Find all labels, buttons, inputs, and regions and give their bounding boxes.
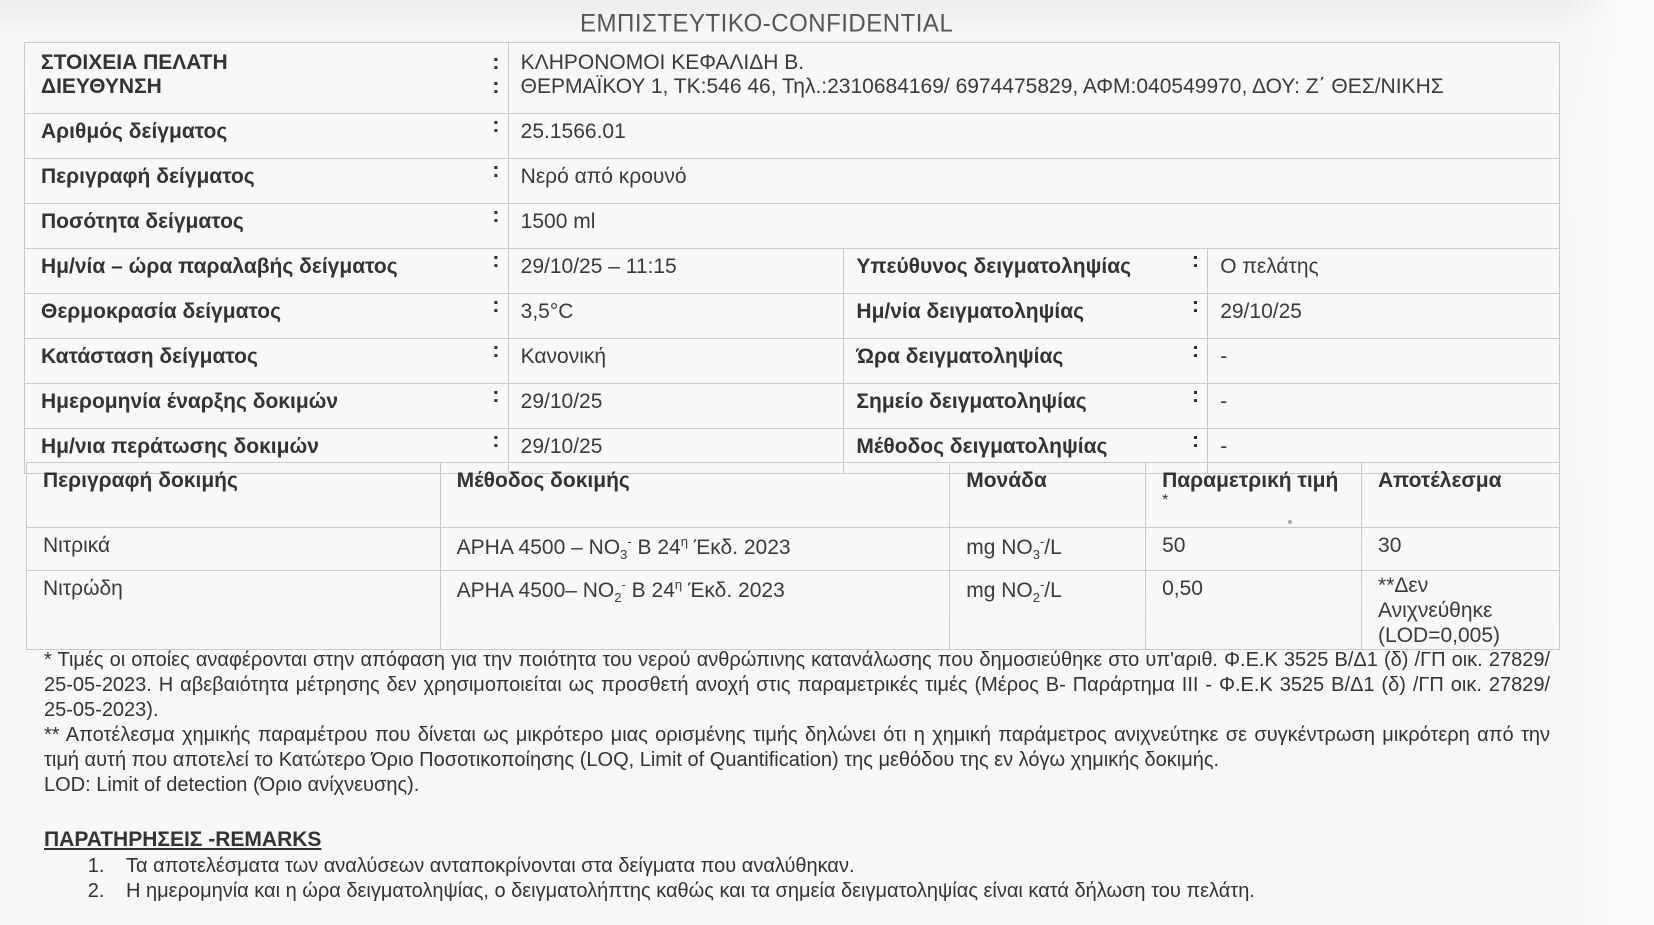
info-row xyxy=(25,204,1560,249)
info-value: 3,5°C xyxy=(508,294,844,339)
info-value: Νερό από κρουνό xyxy=(508,159,1559,204)
test-parametric-value: 0,50 xyxy=(1146,571,1362,650)
test-method: APHA 4500– $NO_2^-$ B $24^\eta$ Έκδ. 2023 xyxy=(440,571,950,650)
separator: : xyxy=(484,339,508,384)
test-results-table xyxy=(26,462,1560,650)
separator: : xyxy=(484,384,508,429)
info-value-secondary: - xyxy=(1208,384,1560,429)
info-row xyxy=(25,249,1560,294)
info-value: 29/10/25 xyxy=(508,429,844,474)
separator: : xyxy=(1184,429,1208,474)
footnotes xyxy=(44,648,1550,798)
info-label-secondary: Υπεύθυνος δειγματοληψίας xyxy=(844,249,1184,294)
remarks-list xyxy=(44,854,1544,904)
info-label: Κατάσταση δείγματος xyxy=(25,339,485,384)
client-labels xyxy=(25,43,485,114)
info-label: Ημ/νια περάτωσης δοκιμών xyxy=(25,429,485,474)
info-label: Αριθμός δείγματος xyxy=(25,114,485,159)
header-test-method: Μέθοδος δοκιμής xyxy=(440,463,950,528)
separator: : xyxy=(484,114,508,159)
header-result: Αποτέλεσμα xyxy=(1362,463,1560,528)
client-name-value: ΚΛΗΡΟΝΟΜΟΙ ΚΕΦΑΛΙΔΗ Β. xyxy=(520,51,805,74)
info-label-secondary: Μέθοδος δειγματοληψίας xyxy=(844,429,1184,474)
test-result: **Δεν Ανιχνεύθηκε (LOD=0,005) xyxy=(1362,571,1560,650)
separator: : xyxy=(1184,294,1208,339)
page-edge-shadow xyxy=(1564,0,1654,925)
info-value-secondary: Ο πελάτης xyxy=(1208,249,1560,294)
info-row xyxy=(25,294,1560,339)
separator: : xyxy=(1184,249,1208,294)
client-name-label: ΣΤΟΙΧΕΙΑ ΠΕΛΑΤΗ xyxy=(41,51,228,74)
client-values xyxy=(508,43,1559,114)
test-parametric-value: 50 xyxy=(1146,528,1362,571)
remark-item: 2. Η ημερομηνία και η ώρα δειγματοληψίας, ο δειγματολήπτης καθώς και τα σημεία δειγματοληψίας είναι κατά δήλωση του πελάτη. xyxy=(110,879,1544,904)
info-value-secondary: 29/10/25 xyxy=(1208,294,1560,339)
info-label-secondary: Ώρα δειγματοληψίας xyxy=(844,339,1184,384)
sample-info-table xyxy=(24,42,1560,474)
info-label: Περιγραφή δείγματος xyxy=(25,159,485,204)
info-value-secondary: - xyxy=(1208,429,1560,474)
test-description: Νιτρώδη xyxy=(27,571,441,650)
test-description: Νιτρικά xyxy=(27,528,441,571)
info-label: Ποσότητα δείγματος xyxy=(25,204,485,249)
client-address-label: ΔΙΕΥΘΥΝΣΗ xyxy=(41,75,162,98)
separator: : xyxy=(484,429,508,474)
header-parametric-value: Παραμετρική τιμή * xyxy=(1146,463,1362,528)
footnote-mark: * xyxy=(1162,492,1169,509)
info-label: Ημερομηνία έναρξης δοκιμών xyxy=(25,384,485,429)
footnote-lod: LOD: Limit of detection (Όριο ανίχνευσης). xyxy=(44,774,420,796)
remarks-title: ΠΑΡΑΤΗΡΗΣΕΙΣ -REMARKS xyxy=(44,828,322,851)
separator: : : xyxy=(484,43,508,114)
info-row xyxy=(25,114,1560,159)
info-value: 29/10/25 xyxy=(508,384,844,429)
remark-item: 1. Τα αποτελέσματα των αναλύσεων ανταποκρίνονται στα δείγματα που αναλύθηκαν. xyxy=(110,854,1544,879)
info-row xyxy=(25,159,1560,204)
header-unit: Μονάδα xyxy=(950,463,1146,528)
header-test-description: Περιγραφή δοκιμής xyxy=(27,463,441,528)
test-method: APHA $4500 - NO_3^-$ B $24^\eta$ Έκδ. 2023 xyxy=(440,528,950,571)
info-value: 25.1566.01 xyxy=(508,114,1559,159)
table-row xyxy=(27,528,1560,571)
info-label-secondary: Σημείο δειγματοληψίας xyxy=(844,384,1184,429)
separator: : xyxy=(484,249,508,294)
footnote-parametric: * Τιμές οι οποίες αναφέρονται στην απόφαση για την ποιότητα του νερού ανθρώπινης κατανάλωσης που δημοσιεύθηκε στο υπ'αριθ. Φ.Ε.Κ 3525 Β/Δ1 (δ) /ΓΠ οικ. 27829/ 25-05-2023. Η αβεβαιότητα μέτρησης δεν χρησιμοποιείται ως προσθετή ανοχή στις παραμετρικές τιμές (Μέρος Β- Παράρτημα III - Φ.Ε.Κ 3525 Β/Δ1 (δ) /ΓΠ οικ. 27829/ 25-05-2023). xyxy=(44,649,1550,721)
test-result: 30 xyxy=(1362,528,1560,571)
info-value: 29/10/25 – 11:15 xyxy=(508,249,844,294)
table-header-row xyxy=(27,463,1560,528)
remarks-section xyxy=(44,828,1544,904)
info-label: Ημ/νία – ώρα παραλαβής δείγματος xyxy=(25,249,485,294)
client-address-value: ΘΕΡΜΑΪΚΟΥ 1, ΤΚ:546 46, Τηλ.:2310684169/ 6974475829, ΑΦΜ:040549970, ΔΟΥ: Ζ΄ ΘΕΣ/ΝΙΚΗΣ xyxy=(520,75,1444,98)
separator: : xyxy=(484,159,508,204)
info-label: Θερμοκρασία δείγματος xyxy=(25,294,485,339)
test-unit: mg $NO_2^-/L$ xyxy=(950,571,1146,650)
scan-speck xyxy=(1288,520,1292,524)
confidential-heading: ΕΜΠΙΣΤΕΥΤΙΚΟ-CONFIDENTIAL xyxy=(580,9,954,38)
info-value: Κανονική xyxy=(508,339,844,384)
footnote-loq: ** Αποτέλεσμα χημικής παραμέτρου που δίνεται ως μικρότερο μιας ορισμένης τιμής δηλώνει ότι η χημική παράμετρος ανιχνεύτηκε σε συγκέντρωση μικρότερη από την τιμή αυτή που αποτελεί το Κατώτερο Όριο Ποσοτικοποίησης (LOQ, Limit of Quantification) της μεθόδου της εν λόγω χημικής δοκιμής. xyxy=(44,724,1550,771)
info-row xyxy=(25,384,1560,429)
test-unit: mg $NO_3^-/L$ xyxy=(950,528,1146,571)
table-row xyxy=(27,571,1560,650)
separator: : xyxy=(484,204,508,249)
info-label-secondary: Ημ/νία δειγματοληψίας xyxy=(844,294,1184,339)
separator: : xyxy=(1184,384,1208,429)
separator: : xyxy=(1184,339,1208,384)
separator: : xyxy=(484,294,508,339)
info-value: 1500 ml xyxy=(508,204,1559,249)
info-row xyxy=(25,339,1560,384)
client-row xyxy=(25,43,1560,114)
info-value-secondary: - xyxy=(1208,339,1560,384)
